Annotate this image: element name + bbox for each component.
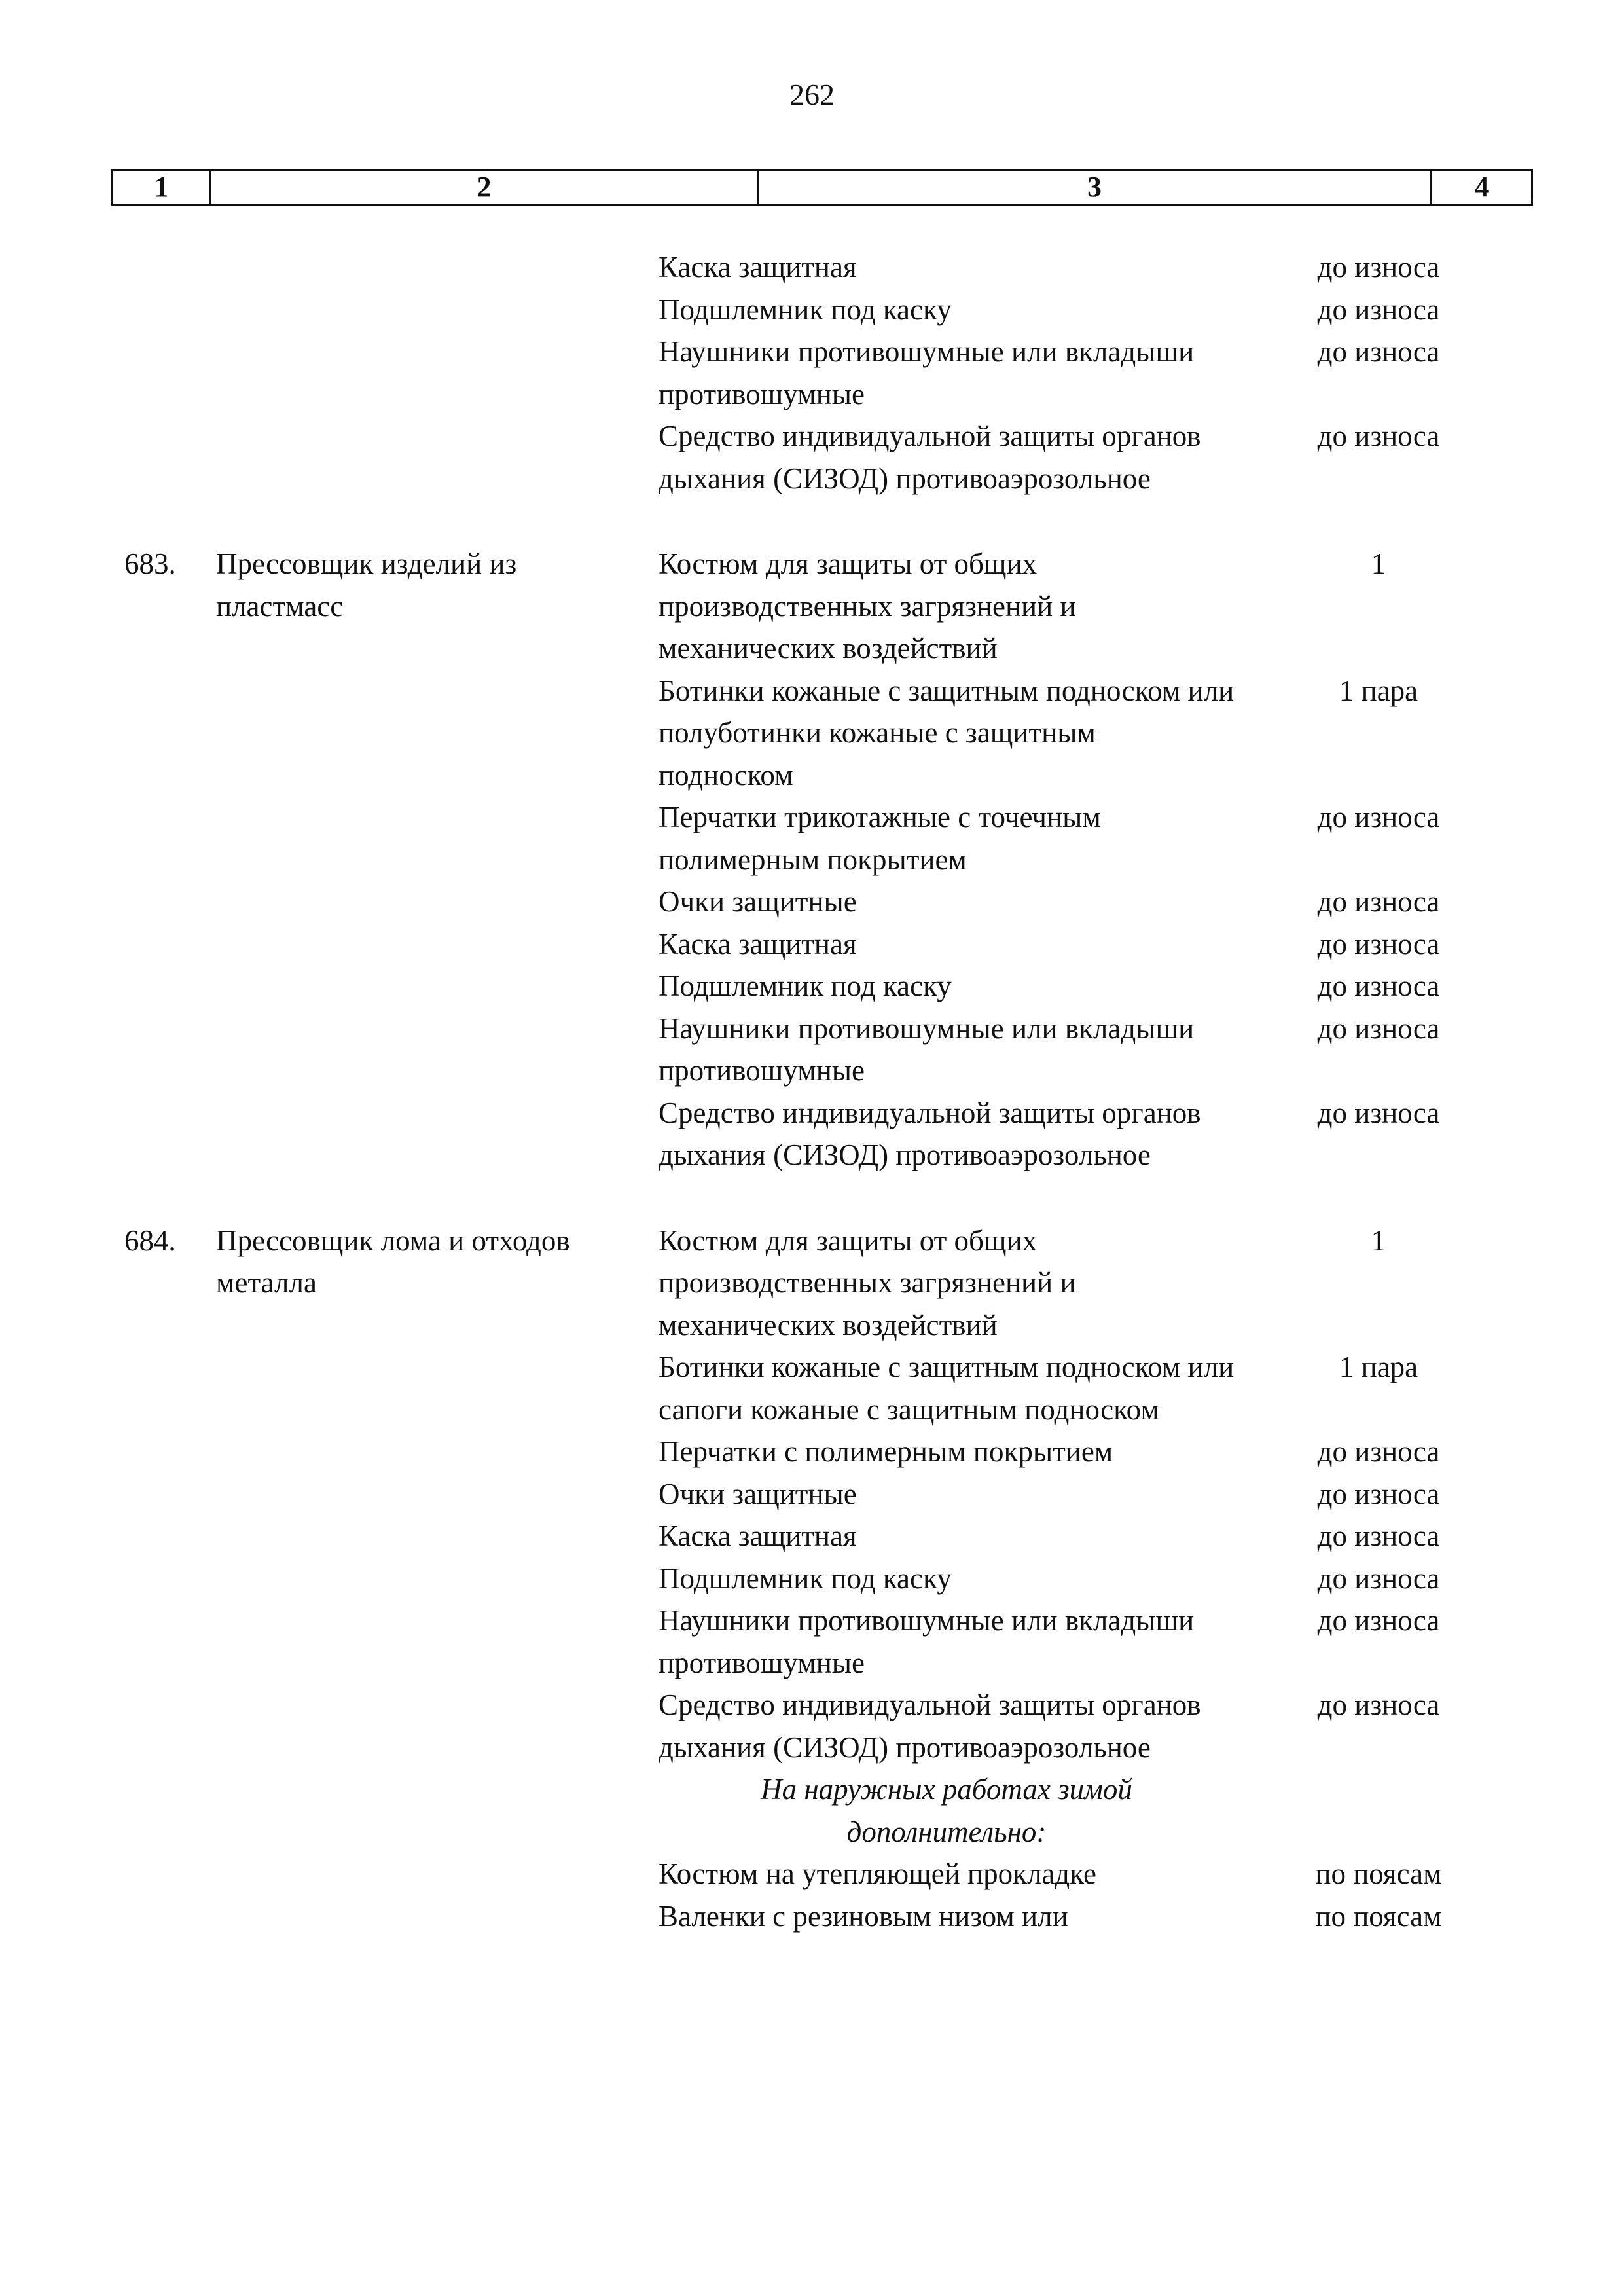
ppe-item-quantity: до износа <box>1317 335 1440 368</box>
ppe-item-name: Перчатки трикотажные с точечным полимерным покрытием <box>659 801 1101 876</box>
ppe-item-name: Очки защитные <box>659 885 857 918</box>
ppe-item-quantity: до износа <box>1317 251 1440 283</box>
ppe-item-row <box>0 1008 1624 1092</box>
ppe-item-row <box>0 1430 1624 1473</box>
ppe-item-row <box>0 415 1624 500</box>
ppe-item-row <box>0 670 1624 797</box>
page-number: 262 <box>789 78 835 111</box>
ppe-item-name: Костюм на утепляющей прокладке <box>659 1857 1097 1890</box>
ppe-item-quantity: 1 пара <box>1339 1351 1418 1383</box>
ppe-item-quantity: до износа <box>1317 885 1440 918</box>
ppe-item-row <box>0 1346 1624 1430</box>
profession-name: Прессовщик лома и отходов металла <box>216 1224 570 1299</box>
ppe-item-quantity: до износа <box>1317 1520 1440 1552</box>
ppe-item-row <box>0 331 1624 415</box>
ppe-item-quantity: 1 пара <box>1339 674 1418 707</box>
ppe-item-row <box>0 1092 1624 1176</box>
ppe-item-quantity: по поясам <box>1315 1857 1442 1890</box>
ppe-item-name: Костюм для защиты от общих производственных загрязнений и механических воздействий <box>659 1224 1076 1341</box>
ppe-item-name: Средство индивидуальной защиты органов дыхания (СИЗОД) противоаэрозольное <box>659 1096 1201 1171</box>
ppe-item-row <box>0 965 1624 1008</box>
ppe-item-row <box>0 923 1624 966</box>
header-col-2: 2 <box>477 171 492 203</box>
ppe-item-name: Подшлемник под каску <box>659 293 952 326</box>
table-header <box>111 169 1533 206</box>
ppe-item-name: Костюм для защиты от общих производственных загрязнений и механических воздействий <box>659 547 1076 665</box>
ppe-item-name: Наушники противошумные или вкладыши противошумные <box>659 1011 1195 1087</box>
profession-name: Прессовщик изделий из пластмасс <box>216 547 517 623</box>
ppe-item-quantity: до износа <box>1317 801 1440 833</box>
ppe-item-name: Наушники противошумные или вкладыши противошумные <box>659 1604 1195 1679</box>
ppe-item-name: Средство индивидуальной защиты органов дыхания (СИЗОД) противоаэрозольное <box>659 1688 1201 1764</box>
ppe-item-quantity: 1 <box>1371 1224 1386 1257</box>
ppe-item-row <box>0 246 1624 289</box>
entries-list <box>0 246 1624 1980</box>
ppe-item-row <box>0 1853 1624 1895</box>
ppe-item-quantity: до износа <box>1317 420 1440 452</box>
ppe-item-quantity: до износа <box>1317 1688 1440 1721</box>
ppe-item-name: Каска защитная <box>659 251 857 283</box>
ppe-item-name: Подшлемник под каску <box>659 1561 952 1595</box>
ppe-item-name: Каска защитная <box>659 927 857 960</box>
ppe-item-quantity: до износа <box>1317 1435 1440 1468</box>
ppe-item-quantity: до износа <box>1317 927 1440 960</box>
ppe-item-name: Ботинки кожаные с защитным подноском или полуботинки кожаные с защитным подноском <box>659 674 1235 792</box>
profession-entry <box>0 1220 1624 1938</box>
entry-number: 683. <box>124 547 176 580</box>
ppe-item-name: Очки защитные <box>659 1477 857 1510</box>
header-col-1: 1 <box>154 171 169 203</box>
ppe-item-name: Подшлемник под каску <box>659 970 952 1002</box>
ppe-item-row <box>0 1599 1624 1684</box>
ppe-item-row <box>0 289 1624 331</box>
ppe-item-name: Валенки с резиновым низом или <box>659 1899 1068 1933</box>
ppe-item-name: Каска защитная <box>659 1520 857 1552</box>
ppe-item-quantity: до износа <box>1317 1561 1440 1595</box>
ppe-item-quantity: по поясам <box>1315 1899 1442 1933</box>
subheading: На наружных работах зимой дополнительно: <box>761 1773 1132 1848</box>
ppe-item-row <box>0 1515 1624 1558</box>
ppe-item-name: Средство индивидуальной защиты органов дыхания (СИЗОД) противоаэрозольное <box>659 420 1201 495</box>
ppe-item-row <box>0 1473 1624 1516</box>
ppe-item-name: Наушники противошумные или вкладыши противошумные <box>659 335 1195 410</box>
ppe-item-row <box>0 1558 1624 1600</box>
ppe-item-row <box>0 881 1624 923</box>
ppe-item-quantity: до износа <box>1317 970 1440 1002</box>
ppe-item-row <box>0 1895 1624 1938</box>
ppe-item-quantity: до износа <box>1317 1604 1440 1637</box>
profession-entry <box>0 246 1624 500</box>
entry-number: 684. <box>124 1224 176 1257</box>
ppe-item-quantity: до износа <box>1317 1477 1440 1510</box>
ppe-item-row <box>0 1684 1624 1768</box>
ppe-item-row <box>0 796 1624 881</box>
ppe-item-quantity: до износа <box>1317 1096 1440 1129</box>
header-col-4: 4 <box>1474 171 1489 203</box>
ppe-item-name: Ботинки кожаные с защитным подноском или сапоги кожаные с защитным подноском <box>659 1351 1235 1426</box>
header-col-3: 3 <box>1087 171 1102 203</box>
ppe-item-quantity: до износа <box>1317 293 1440 326</box>
profession-entry <box>0 543 1624 1176</box>
ppe-item-quantity: 1 <box>1371 547 1386 580</box>
ppe-item-quantity: до износа <box>1317 1011 1440 1045</box>
ppe-item-name: Перчатки с полимерным покрытием <box>659 1435 1113 1468</box>
